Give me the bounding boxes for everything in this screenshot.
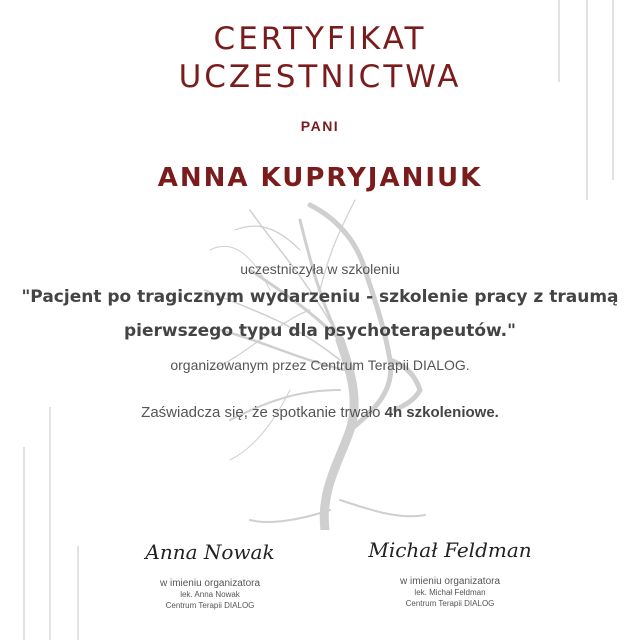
participant-name: ANNA KUPRYJANIUK [157,163,483,193]
signature-person: lek. Anna Nowak [180,590,240,599]
salutation: PANI [300,118,340,134]
certificate-title-line1: CERTYFIKAT [213,21,427,57]
decor-line [77,546,79,640]
signature: Michał Feldman [368,538,532,562]
duration-prefix: Zaświadcza się, że spotkanie trwało [141,404,381,421]
duration-statement [0,404,640,421]
decor-line [49,407,51,640]
participated-text: uczestniczyła w szkoleniu [240,261,400,277]
signature-org: Centrum Terapii DIALOG [165,601,255,610]
signature-role: w imieniu organizatora [159,578,261,589]
signature-role: w imieniu organizatora [399,576,501,587]
signature-block-2 [360,538,540,609]
signature: Anna Nowak [145,540,275,564]
signature-block-1 [120,540,300,611]
decor-line [23,447,25,640]
training-title-line1: "Pacjent po tragicznym wydarzeniu - szkolenie pracy z traumą [21,287,619,307]
signature-person: lek. Michał Feldman [414,588,486,597]
organizer-text: organizowanym przez Centrum Terapii DIALOG. [170,357,470,373]
training-title-line2: pierwszego typu dla psychoterapeutów." [124,321,516,341]
signature-org: Centrum Terapii DIALOG [405,599,495,608]
duration-value: 4h szkoleniowe. [384,404,499,421]
certificate-title-line2: UCZESTNICTWA [178,59,462,95]
